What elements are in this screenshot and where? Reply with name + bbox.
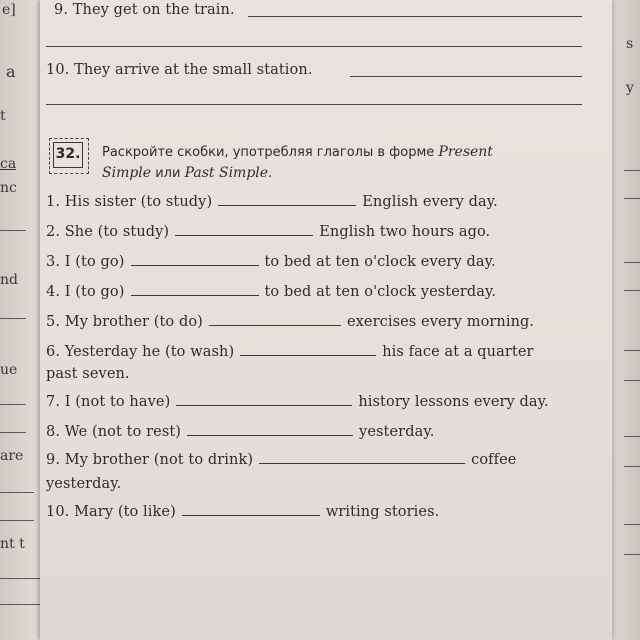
exercise-item-5: 5. My brother (to do) exercises every morning. xyxy=(46,314,535,330)
exercise-item-7: 7. I (not to have) history lessons every day. xyxy=(46,394,549,410)
exercise-number: 32. xyxy=(53,142,83,168)
exercise-item-8: 8. We (not to rest) yesterday. xyxy=(46,424,435,440)
exercise-item-3: 3. I (to go) to bed at ten o'clock every day. xyxy=(46,254,496,270)
left-edge-rule xyxy=(0,404,26,405)
left-edge-fragment: nc xyxy=(0,180,17,196)
left-edge-fragment: a xyxy=(6,62,16,81)
left-edge-fragment: e] xyxy=(2,2,16,18)
right-edge-rule xyxy=(624,170,640,171)
answer-line[interactable] xyxy=(46,46,582,47)
answer-blank[interactable] xyxy=(175,224,313,236)
exercise-item-9: 9. My brother (not to drink) coffee xyxy=(46,452,517,468)
answer-line[interactable] xyxy=(350,76,582,77)
right-edge-rule xyxy=(624,466,640,467)
left-edge-rule xyxy=(0,604,40,605)
exercise-item-2: 2. She (to study) English two hours ago. xyxy=(46,224,491,240)
right-edge-rule xyxy=(624,380,640,381)
left-edge-fragment: are xyxy=(0,448,24,464)
right-edge-rule xyxy=(624,262,640,263)
right-edge-rule xyxy=(624,436,640,437)
right-edge-fragment: s xyxy=(626,36,634,52)
left-edge-rule xyxy=(0,492,34,493)
answer-blank[interactable] xyxy=(209,314,341,326)
answer-blank[interactable] xyxy=(176,394,352,406)
previous-item-10: 10. They arrive at the small station. xyxy=(46,62,313,78)
left-edge-rule xyxy=(0,520,34,521)
answer-blank[interactable] xyxy=(182,504,320,516)
exercise-item-4: 4. I (to go) to bed at ten o'clock yesterday. xyxy=(46,284,497,300)
right-edge-rule xyxy=(624,350,640,351)
answer-blank[interactable] xyxy=(187,424,353,436)
left-edge-rule xyxy=(0,318,26,319)
answer-blank[interactable] xyxy=(131,284,259,296)
answer-blank[interactable] xyxy=(131,254,259,266)
answer-line[interactable] xyxy=(248,16,582,17)
exercise-item-9-continuation: yesterday. xyxy=(46,476,122,492)
exercise-item-10: 10. Mary (to like) writing stories. xyxy=(46,504,440,520)
answer-line[interactable] xyxy=(46,104,582,105)
right-edge-rule xyxy=(624,554,640,555)
right-edge-rule xyxy=(624,198,640,199)
exercise-instruction: Раскройте скобки, употребляя глаголы в форме Present Simple или Past Simple. xyxy=(102,144,493,181)
right-edge-rule xyxy=(624,524,640,525)
left-edge-fragment: t xyxy=(0,108,6,124)
previous-item-9: 9. They get on the train. xyxy=(54,2,235,18)
answer-blank[interactable] xyxy=(259,452,465,464)
exercise-item-6-continuation: past seven. xyxy=(46,366,130,382)
right-page-edge xyxy=(612,0,640,640)
left-edge-fragment: nt t xyxy=(0,536,25,552)
exercise-item-1: 1. His sister (to study) English every day. xyxy=(46,194,498,210)
workbook-page xyxy=(40,0,612,640)
answer-blank[interactable] xyxy=(218,194,356,206)
exercise-number-badge xyxy=(49,138,89,174)
left-edge-fragment: ue xyxy=(0,362,18,378)
left-edge-rule xyxy=(0,432,26,433)
left-edge-rule xyxy=(0,578,40,579)
left-edge-rule xyxy=(0,230,26,231)
right-edge-rule xyxy=(624,290,640,291)
exercise-item-6: 6. Yesterday he (to wash) his face at a quarter xyxy=(46,344,534,360)
left-page-edge xyxy=(0,0,40,640)
right-edge-fragment: y xyxy=(626,80,634,96)
left-edge-fragment: nd xyxy=(0,272,18,288)
left-edge-fragment: ca xyxy=(0,156,17,172)
answer-blank[interactable] xyxy=(240,344,376,356)
